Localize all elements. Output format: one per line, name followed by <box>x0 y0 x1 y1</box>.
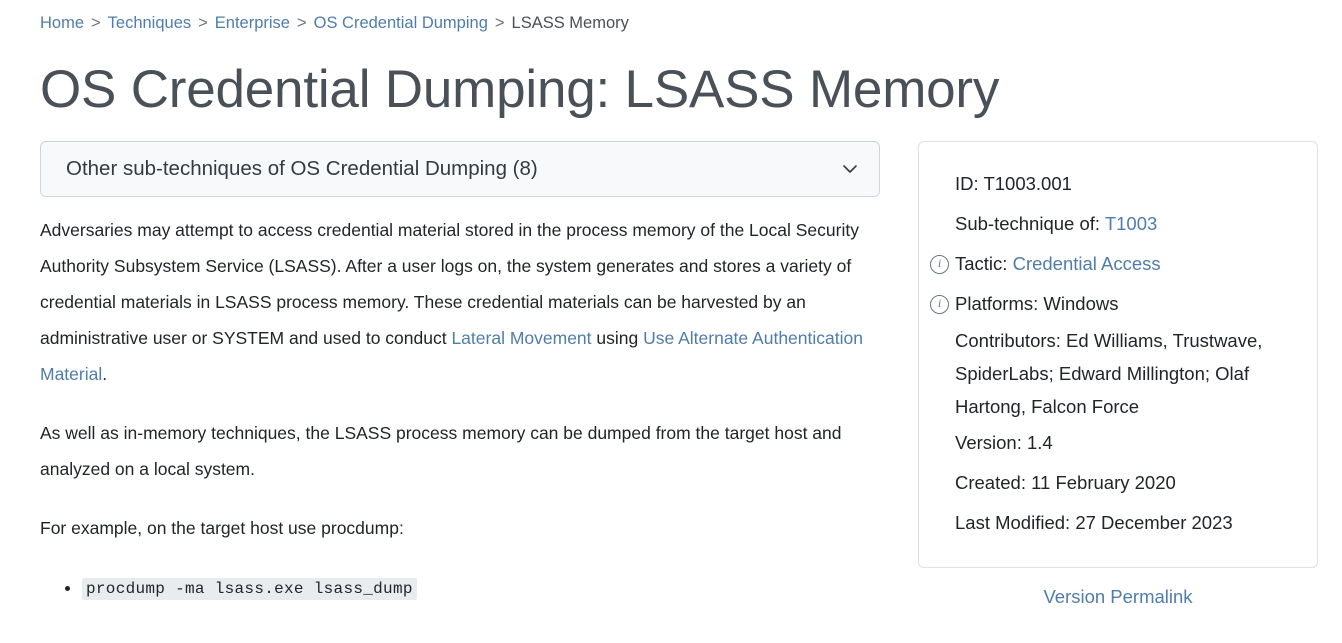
info-row-version <box>955 423 1287 463</box>
info-row-tactic <box>937 244 1287 284</box>
info-label-contributors: Contributors: <box>955 330 1061 352</box>
technique-description <box>40 212 880 643</box>
info-label-id: ID: <box>955 173 979 195</box>
content-columns <box>40 141 1302 643</box>
breadcrumb <box>40 0 1302 35</box>
info-value-last-modified: 27 December 2023 <box>1075 512 1233 534</box>
info-row-platforms <box>937 284 1287 324</box>
chevron-down-icon[interactable] <box>841 160 859 178</box>
breadcrumb-item-enterprise[interactable]: Enterprise <box>214 14 290 32</box>
code-snippet-procdump: procdump -ma lsass.exe lsass_dump <box>82 578 417 600</box>
info-row-id <box>955 164 1287 204</box>
info-label-version: Version: <box>955 432 1022 454</box>
breadcrumb-item-current: LSASS Memory <box>511 14 629 32</box>
info-row-created <box>955 463 1287 503</box>
link-use-alternate-authentication-material[interactable]: Use Alternate Authentication Material <box>40 328 863 385</box>
sub-techniques-dropdown-label: Other sub-techniques of OS Credential Dumping (8) <box>66 157 538 181</box>
breadcrumb-item-home[interactable]: Home <box>40 14 85 32</box>
info-value-created: 11 February 2020 <box>1031 472 1176 494</box>
info-value-tactic[interactable]: Credential Access <box>1012 253 1161 275</box>
info-value-version: 1.4 <box>1027 432 1053 454</box>
breadcrumb-separator: > <box>296 14 307 32</box>
breadcrumb-separator: > <box>494 14 505 32</box>
info-label-last-modified: Last Modified: <box>955 512 1071 534</box>
info-row-contributors <box>955 324 1287 423</box>
description-paragraph-1 <box>40 212 880 392</box>
info-label-subtechnique-of: Sub-technique of: <box>955 213 1101 235</box>
info-circle-icon[interactable]: i <box>930 295 949 314</box>
info-value-subtechnique-of[interactable]: T1003 <box>1104 213 1158 235</box>
description-paragraph-3: For example, on the target host use procdump: <box>40 518 404 539</box>
breadcrumb-item-os-credential-dumping[interactable]: OS Credential Dumping <box>313 14 488 32</box>
info-value-platforms: Windows <box>1043 293 1119 315</box>
breadcrumb-separator: > <box>198 14 208 32</box>
version-permalink-link[interactable]: Version Permalink <box>1043 586 1193 608</box>
description-text-1: Adversaries may attempt to access credential material stored in the process memory of the Local Security Authority Subsystem Service (LSASS). After a user logs on, the system generates and stores a variety of credential materials in LSASS process memory. These credential materials can be harvested by an administrative user or SYSTEM and used to conduct <box>40 220 859 349</box>
info-row-subtechnique-of <box>955 204 1287 244</box>
page-title: OS Credential Dumping: LSASS Memory <box>40 60 1000 119</box>
info-sidebar <box>918 141 1318 608</box>
info-circle-icon[interactable]: i <box>930 255 949 274</box>
info-value-contributors: Ed Williams, Trustwave, SpiderLabs; Edward Millington; Olaf Hartong, Falcon Force <box>955 330 1263 418</box>
description-text-3: . <box>102 364 108 385</box>
info-label-created: Created: <box>955 472 1026 494</box>
link-lateral-movement[interactable]: Lateral Movement <box>451 328 592 349</box>
technique-info-card <box>918 141 1318 568</box>
info-value-id: T1003.001 <box>983 173 1072 195</box>
breadcrumb-item-techniques[interactable]: Techniques <box>107 14 192 32</box>
info-row-last-modified <box>955 503 1287 543</box>
info-label-platforms: Platforms: <box>955 293 1039 315</box>
info-label-tactic: Tactic: <box>955 253 1008 275</box>
code-example-list <box>40 569 880 607</box>
truncated-text <box>40 633 880 643</box>
breadcrumb-separator: > <box>91 14 101 32</box>
description-text-2: using <box>591 328 644 349</box>
main-content-column <box>40 141 880 643</box>
version-permalink-container <box>918 586 1318 608</box>
description-paragraph-2: As well as in-memory techniques, the LSASS process memory can be dumped from the target host and analyzed on a local system. <box>40 423 842 480</box>
list-item <box>82 569 880 607</box>
sub-techniques-dropdown[interactable] <box>40 141 880 197</box>
